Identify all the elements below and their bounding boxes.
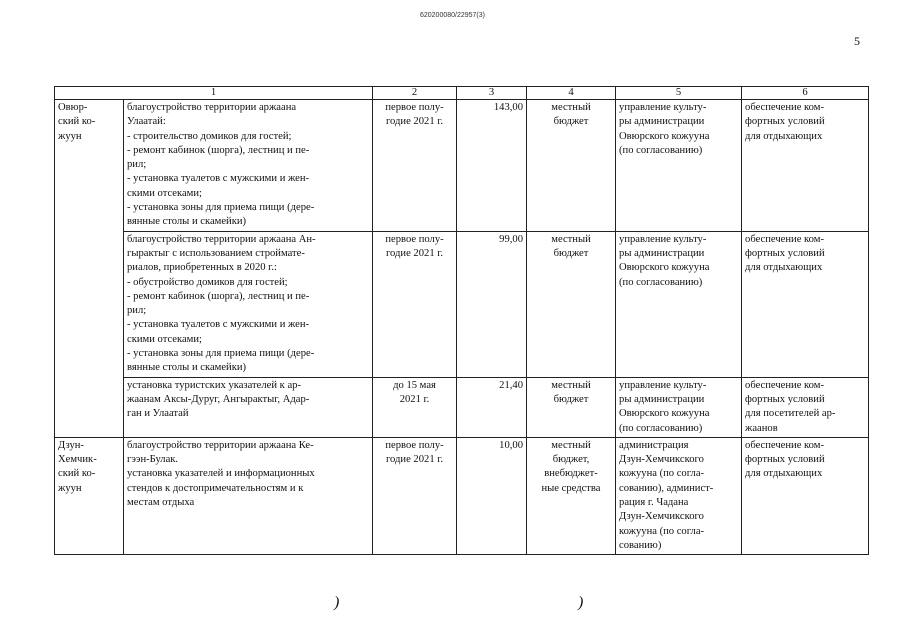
cell-line: бюджет	[553, 393, 589, 405]
cell-line: - ремонт кабинок (шорга), лестниц и пе-	[127, 144, 310, 156]
cell-line: скими отсеками;	[127, 187, 202, 199]
cell-line: Овюрского кожууна	[619, 408, 710, 420]
cell-line: - ремонт кабинок (шорга), лестниц и пе-	[127, 290, 310, 302]
description-cell	[124, 100, 373, 232]
cell-line: местный	[551, 102, 591, 113]
amount-cell: 143,00	[457, 100, 527, 232]
period-cell	[373, 100, 457, 232]
cell-line: фортных условий	[745, 116, 825, 128]
header-cell-6: 6	[742, 87, 869, 100]
cell-line: скими отсеками;	[127, 333, 202, 345]
cell-line: сованию), админист-	[619, 482, 714, 494]
header-cell-4: 4	[527, 87, 616, 100]
activities-table	[54, 86, 869, 555]
cell-line: Овюрского кожууна	[619, 262, 710, 274]
cell-line: - установка зоны для приема пищи (дере-	[127, 202, 315, 214]
cell-line: кожууна (по согла-	[619, 468, 705, 480]
cell-line: рация г. Чадана	[619, 497, 689, 509]
cell-line: (по согласованию)	[619, 422, 703, 434]
funding-source-cell	[527, 437, 616, 554]
cell-line: ский ко-	[58, 468, 96, 480]
cell-line: Дзун-Хемчикского	[619, 511, 704, 523]
period-cell	[373, 437, 457, 554]
cell-line: Улаатай:	[127, 116, 166, 128]
document-id: 620200080/22957(3)	[419, 12, 485, 19]
cell-line: для отдыхающих	[745, 468, 823, 480]
cell-line: ры администрации	[619, 247, 705, 259]
cell-line: кожууна (по согла-	[619, 525, 705, 537]
cell-line: для отдыхающих	[745, 130, 823, 142]
cell-line: - установка зоны для приема пищи (дере-	[127, 348, 315, 360]
cell-line: благоустройство территории аржаана Ан-	[127, 233, 316, 245]
cell-line: ский ко-	[58, 116, 96, 128]
cell-line: до 15 мая	[393, 379, 436, 391]
cell-line: первое полу-	[385, 439, 444, 451]
cell-line: - установка туалетов с мужскими и жен-	[127, 173, 310, 185]
funding-source-cell	[527, 100, 616, 232]
cell-line: первое полу-	[385, 102, 444, 113]
cell-line: ры администрации	[619, 393, 705, 405]
purpose-cell	[742, 377, 869, 437]
amount-cell: 99,00	[457, 231, 527, 377]
cell-line: местный	[551, 233, 591, 245]
table-row	[55, 231, 869, 377]
cell-line: стендов к достопримечательностям и к	[127, 482, 304, 494]
table-row	[55, 437, 869, 554]
cell-line: бюджет	[553, 247, 589, 259]
cell-line: установка указателей и информационных	[127, 468, 315, 480]
header-cell-1: 1	[55, 87, 373, 100]
cell-line: рил;	[127, 159, 147, 171]
cell-line: благоустройство территории аржаана	[127, 102, 297, 113]
cell-line: обеспечение ком-	[745, 102, 824, 113]
cell-line: Хемчик-	[58, 454, 97, 466]
table-row	[55, 377, 869, 437]
header-row	[55, 87, 869, 100]
cell-line: жаанов	[745, 422, 778, 434]
cell-line: фортных условий	[745, 454, 825, 466]
cell-line: жаанам Аксы-Дуруг, Ангырактыг, Адар-	[127, 393, 310, 405]
cell-line: для посетителей ар-	[745, 408, 836, 420]
executor-cell	[616, 377, 742, 437]
period-cell	[373, 231, 457, 377]
cell-line: жуун	[58, 482, 82, 494]
cell-line: местам отдыха	[127, 497, 195, 509]
purpose-cell	[742, 437, 869, 554]
cell-line: местный	[551, 439, 591, 451]
cell-line: обеспечение ком-	[745, 233, 824, 245]
cell-line: годие 2021 г.	[385, 116, 444, 128]
page-number: 5	[854, 34, 860, 48]
amount-cell: 21,40	[457, 377, 527, 437]
cell-line: Дзун-	[58, 439, 84, 451]
cell-line: вянные столы и скамейки)	[127, 216, 247, 228]
cell-line: (по согласованию)	[619, 144, 703, 156]
cell-line: 2021 г.	[399, 393, 430, 405]
cell-line: рил;	[127, 305, 147, 317]
cell-line: администрация	[619, 439, 689, 451]
cell-line: управление культу-	[619, 379, 707, 391]
table-row	[55, 100, 869, 232]
cell-line: управление культу-	[619, 102, 707, 113]
cell-line: управление культу-	[619, 233, 707, 245]
cell-line: жуун	[58, 130, 82, 142]
cell-line: установка туристских указателей к ар-	[127, 379, 301, 391]
handwritten-mark: )	[578, 594, 584, 611]
cell-line: сованию)	[619, 539, 662, 551]
cell-line: первое полу-	[385, 233, 444, 245]
purpose-cell	[742, 231, 869, 377]
cell-line: фортных условий	[745, 393, 825, 405]
cell-line: годие 2021 г.	[385, 247, 444, 259]
period-cell	[373, 377, 457, 437]
cell-line: - строительство домиков для гостей;	[127, 130, 292, 142]
executor-cell	[616, 100, 742, 232]
executor-cell	[616, 231, 742, 377]
cell-line: ган и Улаатай	[127, 408, 189, 420]
cell-line: ры администрации	[619, 116, 705, 128]
executor-cell	[616, 437, 742, 554]
cell-line: внебюджет-	[544, 468, 598, 480]
header-cell-3: 3	[457, 87, 527, 100]
cell-line: Овюр-	[58, 102, 88, 113]
cell-line: бюджет,	[552, 454, 590, 466]
description-cell	[124, 377, 373, 437]
cell-line: (по согласованию)	[619, 276, 703, 288]
table-header	[55, 87, 869, 100]
cell-line: фортных условий	[745, 247, 825, 259]
cell-line: бюджет	[553, 116, 589, 128]
purpose-cell	[742, 100, 869, 232]
cell-line: риалов, приобретенных в 2020 г.:	[127, 262, 277, 274]
header-cell-5: 5	[616, 87, 742, 100]
cell-line: для отдыхающих	[745, 262, 823, 274]
funding-source-cell	[527, 377, 616, 437]
cell-line: Дзун-Хемчикского	[619, 454, 704, 466]
cell-line: годие 2021 г.	[385, 454, 444, 466]
cell-line: ные средства	[541, 482, 601, 494]
region-cell	[55, 437, 124, 554]
cell-line: вянные столы и скамейки)	[127, 362, 247, 374]
cell-line: - обустройство домиков для гостей;	[127, 276, 288, 288]
cell-line: обеспечение ком-	[745, 379, 824, 391]
amount-cell: 10,00	[457, 437, 527, 554]
table-body	[55, 100, 869, 555]
cell-line: местный	[551, 379, 591, 391]
funding-source-cell	[527, 231, 616, 377]
cell-line: Овюрского кожууна	[619, 130, 710, 142]
region-cell	[55, 100, 124, 438]
cell-line: обеспечение ком-	[745, 439, 824, 451]
description-cell	[124, 231, 373, 377]
cell-line: гээн-Булак.	[127, 454, 179, 466]
handwritten-mark: )	[334, 594, 340, 611]
header-cell-2: 2	[373, 87, 457, 100]
cell-line: благоустройство территории аржаана Ке-	[127, 439, 314, 451]
cell-line: гырактыг с использованием строймате-	[127, 247, 305, 259]
cell-line: - установка туалетов с мужскими и жен-	[127, 319, 310, 331]
description-cell	[124, 437, 373, 554]
